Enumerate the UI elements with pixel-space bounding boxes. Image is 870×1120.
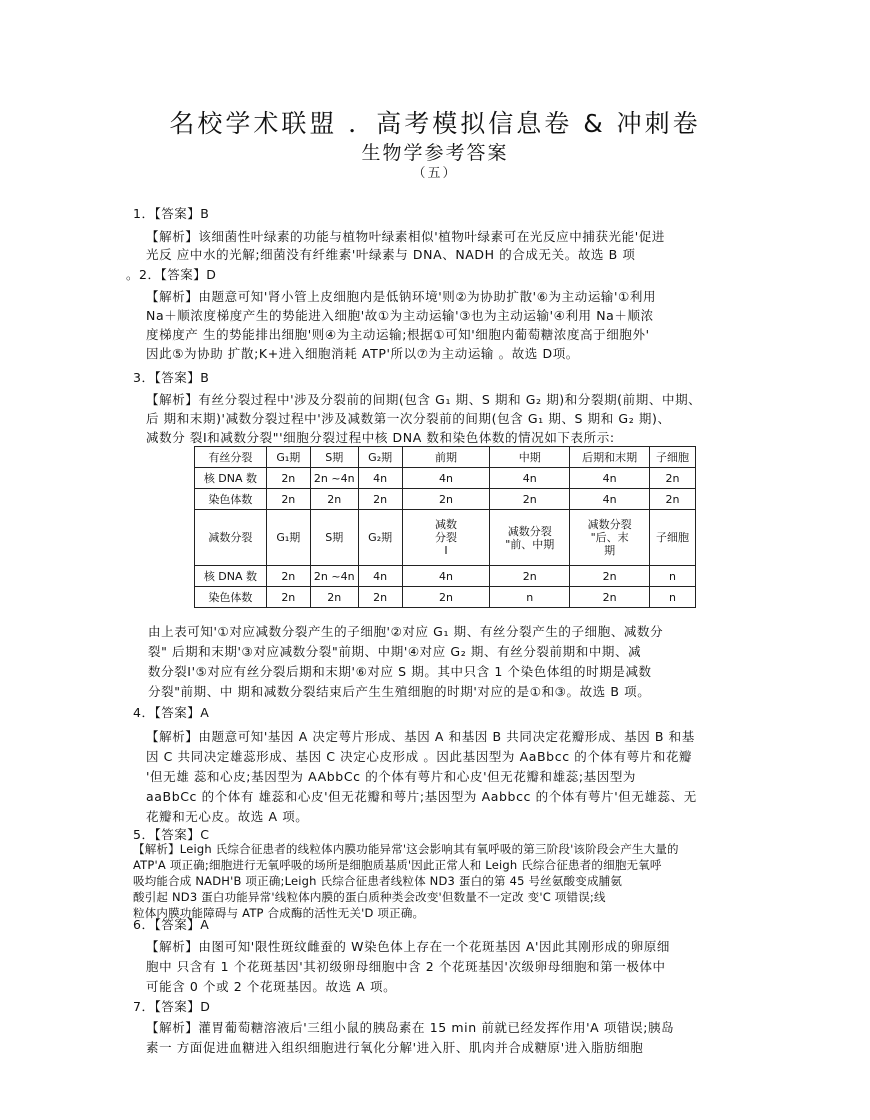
table-cell: G₁期 [266,510,310,566]
q4-answer: 4．【答案】A [133,705,210,720]
table-cell: 子细胞 [650,447,696,468]
table-cell: 2n [358,587,402,608]
table-cell: 2n ~4n [310,566,358,587]
table-cell: 2n [490,489,570,510]
table-cell: 4n [358,468,402,489]
q6-analysis-line: 胞中 只含有 1 个花斑基因'其初级卵母细胞中含 2 个花斑基因'次级卵母细胞和第一极体中 [146,959,666,974]
q7-analysis-line: 【解析】灌胃葡萄糖溶液后'三组小鼠的胰岛素在 15 min 前就已经发挥作用'A 项错误;胰岛 [146,1020,675,1035]
q3-conclusion-line: 裂" 后期和末期'③对应减数分裂"前期、中期'④对应 G₂ 期、有丝分裂前期和中期、减 [148,644,642,659]
table-cell: 染色体数 [195,489,267,510]
table-cell: n [490,587,570,608]
q1-analysis-line: 光反 应中水的光解;细菌没有纤维素'叶绿素与 DNA、NADH 的合成无关。故选 B 项 [146,247,636,262]
q3-conclusion-line: 数分裂Ⅰ'⑤对应有丝分裂后期和末期'⑥对应 S 期。其中只含 1 个染色体组的时期是减数 [148,664,652,679]
q7-answer: 7．【答案】D [133,999,211,1014]
q2-answer: 。2．【答案】D [126,267,217,282]
table-cell: 2n [310,489,358,510]
table-cell: 4n [490,468,570,489]
table-cell: 后期和末期 [570,447,650,468]
table-cell: 中期 [490,447,570,468]
table-row [195,489,696,510]
table-cell: 2n [266,468,310,489]
page-subtitle: 生物学参考答案 [361,142,509,164]
table-row [195,566,696,587]
q5-answer: 5．【答案】C [133,827,210,842]
q5-analysis-line: 酸引起 ND3 蛋白功能异常'线粒体内膜的蛋白质种类会改变'但数量不一定改 变'C 项错误;线 [133,890,606,904]
q3-conclusion-line: 由上表可知'①对应减数分裂产生的子细胞'②对应 G₁ 期、有丝分裂产生的子细胞、减数分 [148,624,664,639]
table-cell: G₁期 [266,447,310,468]
table-cell: 减数分裂 "前、中期 [490,510,570,566]
table-cell: 2n [266,587,310,608]
table-cell: 2n [650,489,696,510]
q6-analysis-line: 【解析】由图可知'限性斑纹雌蚕的 W染色体上存在一个花斑基因 A'因此其刚形成的卵原细 [146,939,671,954]
table-cell: 2n [490,566,570,587]
table-cell: 2n [402,587,490,608]
table-cell: 有丝分裂 [195,447,267,468]
table-cell: 2n ~4n [310,468,358,489]
q4-analysis-line: 【解析】由题意可知'基因 A 决定萼片形成、基因 A 和基因 B 共同决定花瓣形成、基因 B 和基 [146,729,695,744]
table-cell: G₂期 [358,447,402,468]
q6-answer: 6．【答案】A [133,917,210,932]
q4-analysis-line: 因 C 共同决定雄蕊形成、基因 C 决定心皮形成 。因此基因型为 AaBbcc 的个体有萼片和花瓣 [146,749,693,764]
table-header-row [195,447,696,468]
q1-answer: 1．【答案】B [133,206,210,221]
table-cell: 核 DNA 数 [195,566,267,587]
q2-analysis-line: 【解析】由题意可知'肾小管上皮细胞内是低钠环境'则②为协助扩散'⑥为主动运输'①利用 [146,289,657,304]
q5-analysis-line: 【解析】Leigh 氏综合征患者的线粒体内膜功能异常'这会影响其有氧呼吸的第三阶段'该阶段会产生大量的 [133,842,679,856]
table-cell: 4n [402,566,490,587]
q3-analysis-line: 减数分 裂Ⅰ和减数分裂"'细胞分裂过程中核 DNA 数和染色体数的情况如下表所示: [146,430,615,445]
table-cell: 4n [570,468,650,489]
table-cell: 2n [266,566,310,587]
table-cell: 减数 分裂 Ⅰ [402,510,490,566]
table-cell: S期 [310,447,358,468]
table-cell: 减数分裂 "后、末 期 [570,510,650,566]
q5-analysis-line: 吸均能合成 NADH'B 项正确;Leigh 氏综合征患者线粒体 ND3 蛋白的第 45 号丝氨酸变成脯氨 [133,874,623,888]
q2-analysis-line: Na＋顺浓度梯度产生的势能进入细胞'故①为主动运输'③也为主动运输'④利用 Na＋顺浓 [146,308,654,323]
table-cell: 2n [650,468,696,489]
q7-analysis-line: 素一 方面促进血糖进入组织细胞进行氧化分解'进入肝、肌肉并合成糖原'进入脂肪细胞 [146,1040,644,1055]
table-cell: 2n [402,489,490,510]
table-row [195,468,696,489]
table-cell: G₂期 [358,510,402,566]
page-title: 名校学术联盟 ．高考模拟信息卷 & 冲刺卷 [169,109,701,138]
table-header-row [195,510,696,566]
table-cell: n [650,566,696,587]
q3-analysis-line: 【解析】有丝分裂过程中'涉及分裂前的间期(包含 G₁ 期、S 期和 G₂ 期)和分裂期(前期、中期、 [146,392,702,407]
q3-answer: 3．【答案】B [133,370,210,385]
q4-analysis-line: 花瓣和无心皮。故选 A 项。 [146,809,309,824]
table-cell: 减数分裂 [195,510,267,566]
q5-analysis-line: ATP'A 项正确;细胞进行无氧呼吸的场所是细胞质基质'因此正常人和 Leigh 氏综合征患者的细胞无氧呼 [133,858,662,872]
page-number-label: （五） [412,166,458,181]
table-cell: 2n [358,489,402,510]
cell-division-table [194,446,696,608]
table-cell: S期 [310,510,358,566]
q1-analysis-line: 【解析】该细菌性叶绿素的功能与植物叶绿素相似'植物叶绿素可在光反应中捕获光能'促进 [146,229,665,244]
table-cell: n [650,587,696,608]
table-cell: 2n [310,587,358,608]
q2-analysis-line: 度梯度产 生的势能排出细胞'则④为主动运输;根据①可知'细胞内葡萄糖浓度高于细胞外' [146,327,650,342]
table-cell: 染色体数 [195,587,267,608]
table-cell: 前期 [402,447,490,468]
table-cell: 2n [266,489,310,510]
q2-analysis-line: 因此⑤为协助 扩散;K+进入细胞消耗 ATP'所以⑦为主动运输 。故选 D项。 [146,346,579,361]
q6-analysis-line: 可能含 0 个或 2 个花斑基因。故选 A 项。 [146,979,397,994]
q5-analysis-line: 粒体内膜功能障碍与 ATP 合成酶的活性无关'D 项正确。 [133,906,425,920]
table-cell: 4n [358,566,402,587]
q3-analysis-line: 后 期和末期)'减数分裂过程中'涉及减数第一次分裂前的间期(包含 G₁ 期、S 期和 G₂ 期)、 [146,411,671,426]
table-cell: 4n [402,468,490,489]
q3-conclusion-line: 分裂"前期、中 期和减数分裂结束后产生生殖细胞的时期'对应的是①和③。故选 B 项。 [148,684,651,699]
table-cell: 子细胞 [650,510,696,566]
table-cell: 2n [570,566,650,587]
table-cell: 核 DNA 数 [195,468,267,489]
table-cell: 4n [570,489,650,510]
table-cell: 2n [570,587,650,608]
table-row [195,587,696,608]
q4-analysis-line: '但无雄 蕊和心皮;基因型为 AAbbCc 的个体有萼片和心皮'但无花瓣和雄蕊;基因型为 [146,769,637,784]
q4-analysis-line: aaBbCc 的个体有 雄蕊和心皮'但无花瓣和萼片;基因型为 Aabbcc 的个体有萼片'但无雄蕊、无 [146,789,697,804]
